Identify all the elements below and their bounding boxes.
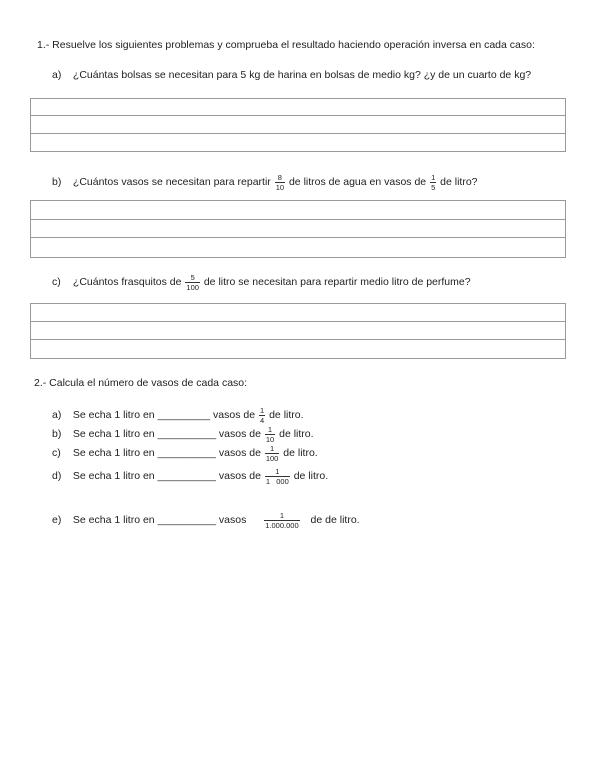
item-label: c) [52, 447, 61, 459]
answer-blank[interactable]: __________ [157, 447, 216, 459]
answer-line[interactable] [31, 304, 565, 322]
fraction-denominator: 1.000.000 [265, 520, 299, 530]
answer-line[interactable] [31, 340, 565, 358]
fraction-numerator: 5 [190, 272, 195, 282]
item-text: vasos de [213, 409, 256, 421]
fraction-denominator: 5 [431, 182, 436, 192]
item-text: vasos de [218, 447, 261, 459]
answer-blank[interactable]: __________ [157, 470, 216, 482]
answer-line[interactable] [31, 99, 565, 116]
item-text: vasos de [218, 470, 261, 482]
item-text: de litro. [283, 447, 318, 459]
fraction-numerator: 1 [275, 466, 280, 476]
fraction-denominator: 10 [265, 434, 275, 444]
question-1a [52, 68, 531, 82]
item-text: Se echa 1 litro en [72, 470, 155, 482]
item-text: Se echa 1 litro en [72, 428, 155, 440]
fraction [265, 425, 275, 444]
fraction-denominator: 100 [186, 282, 199, 292]
item-text: de litro. [269, 409, 304, 421]
fraction-denominator: 100 [265, 453, 279, 463]
question-1-title: 1.- Resuelve los siguientes problemas y comprueba el resultado haciendo operación inversa en cada caso: [37, 39, 535, 51]
question-2-item-d [52, 466, 328, 486]
item-label: d) [52, 470, 62, 482]
item-label: a) [52, 69, 62, 81]
item-text: de litro. [293, 470, 329, 482]
answer-line[interactable] [31, 201, 565, 220]
fraction-denominator: 4 [260, 415, 265, 425]
question-2-item-b [52, 424, 314, 444]
fraction [259, 406, 265, 425]
item-text: Se echa 1 litro en [72, 447, 155, 459]
fraction-denominator: 10 [275, 182, 285, 192]
question-1c-text-2: de litro se necesitan para repartir medio litro de perfume? [203, 276, 471, 288]
answer-line[interactable] [31, 238, 565, 257]
fraction-denominator: 1 000 [265, 476, 289, 486]
question-1c-text-1: ¿Cuántos frasquitos de [72, 276, 182, 288]
question-1b-text-3: de litro? [440, 176, 478, 188]
fraction-numerator: 1 [260, 405, 265, 415]
question-1a-text: ¿Cuántas bolsas se necesitan para 5 kg de harina en bolsas de medio kg? ¿y de un cuarto de kg? [72, 69, 532, 81]
fraction-numerator: 8 [277, 172, 282, 182]
item-text: vasos [218, 514, 247, 526]
fraction-numerator: 1 [270, 443, 275, 453]
question-1b-text-1: ¿Cuántos vasos se necesitan para repartir [72, 176, 271, 188]
question-2-item-c [52, 443, 318, 463]
answer-blank[interactable]: _________ [157, 409, 211, 421]
answer-line[interactable] [31, 220, 565, 239]
fraction-numerator: 1 [267, 424, 273, 434]
question-2-title: 2.- Calcula el número de vasos de cada caso: [34, 377, 248, 389]
fraction [185, 273, 200, 292]
answer-line[interactable] [31, 116, 565, 133]
item-text: de litro. [279, 428, 314, 440]
item-label: a) [52, 409, 62, 421]
answer-blank[interactable]: __________ [157, 428, 216, 440]
fraction [275, 173, 285, 192]
fraction-numerator: 1 [279, 510, 285, 520]
item-text: de de litro. [310, 514, 360, 526]
question-1c [52, 272, 471, 292]
answer-line[interactable] [31, 322, 565, 340]
item-label: b) [52, 428, 62, 440]
item-label: b) [52, 176, 62, 188]
item-text: Se echa 1 litro en [72, 514, 155, 526]
answer-box-1a[interactable] [30, 98, 566, 152]
answer-box-1b[interactable] [30, 200, 566, 258]
answer-box-1c[interactable] [30, 303, 566, 359]
answer-blank[interactable]: __________ [157, 514, 216, 526]
question-1b-text-2: de litros de agua en vasos de [288, 176, 427, 188]
fraction-numerator: 1 [431, 172, 436, 182]
item-label: c) [52, 276, 61, 288]
question-1b [52, 172, 478, 192]
item-text: Se echa 1 litro en [72, 409, 155, 421]
fraction [264, 511, 299, 530]
question-2-item-a [52, 405, 304, 425]
fraction [265, 467, 290, 486]
item-label: e) [52, 514, 62, 526]
fraction [265, 444, 280, 463]
question-2-item-e [52, 510, 360, 530]
fraction [430, 173, 436, 192]
item-text: vasos de [218, 428, 261, 440]
answer-line[interactable] [31, 134, 565, 151]
